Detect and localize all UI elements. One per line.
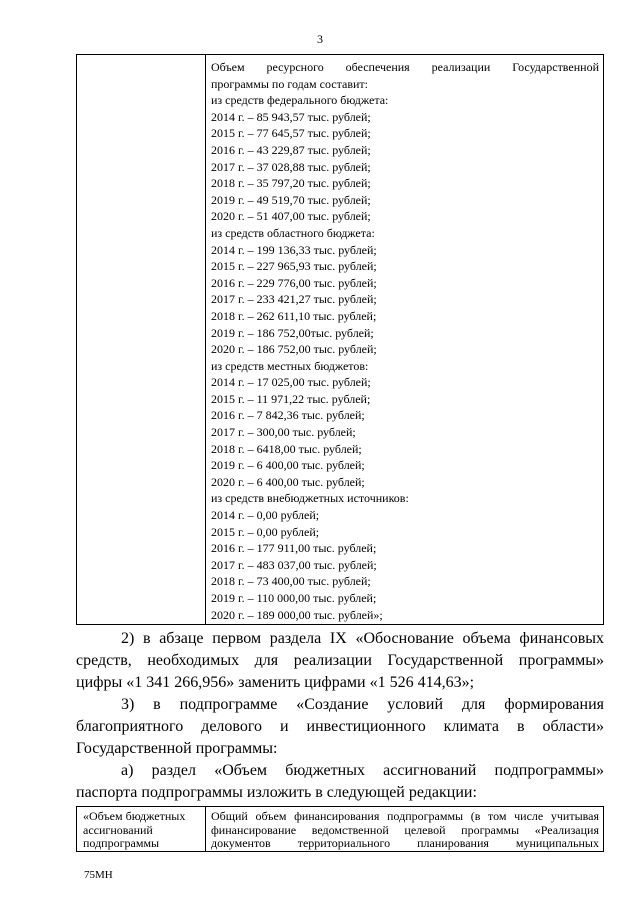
table-column-divider [205, 55, 206, 624]
federal-row: 2016 г. – 43 229,87 тыс. рублей; [211, 142, 371, 157]
regional-row: 2015 г. – 227 965,93 тыс. рублей; [211, 259, 377, 274]
local-row: 2016 г. – 7 842,36 тыс. рублей; [211, 408, 365, 423]
extrabudget-row: 2017 г. – 483 037,00 тыс. рублей; [211, 557, 377, 572]
paragraph-line: цифры «1 341 266,956» заменить цифрами «1 526 414,63»; [76, 674, 475, 691]
paragraph-line: Государственной программы: [76, 740, 278, 757]
subprogram-value-cell [211, 810, 599, 851]
page-number: 3 [317, 32, 323, 46]
paragraph-line: паспорта подпрограммы изложить в следующей редакции: [76, 784, 477, 801]
regional-row: 2016 г. – 229 776,00 тыс. рублей; [211, 275, 377, 290]
local-row: 2019 г. – 6 400,00 тыс. рублей; [211, 458, 365, 473]
paragraph-line: а) раздел «Объем бюджетных ассигнований подпрограммы» [121, 762, 604, 779]
local-row: 2015 г. – 11 971,22 тыс. рублей; [211, 391, 371, 406]
paragraph-4 [76, 760, 604, 804]
local-row: 2017 г. – 300,00 тыс. рублей; [211, 425, 356, 440]
budget-intro-line: программы по годам составит: [211, 76, 368, 91]
local-heading: из средств местных бюджетов: [211, 358, 369, 373]
paragraph-line: 2) в абзаце первом раздела IX «Обоснование объема финансовых [121, 630, 604, 647]
extrabudget-row: 2016 г. – 177 911,00 тыс. рублей; [211, 541, 377, 556]
extrabudget-row: 2015 г. – 0,00 рублей; [211, 524, 320, 539]
paragraph-3 [76, 694, 604, 760]
subprogram-label-line: подпрограммы [83, 836, 160, 850]
extrabudget-row: 2018 г. – 73 400,00 тыс. рублей; [211, 574, 371, 589]
subprogram-label-line: «Объем бюджетных [83, 809, 186, 823]
paragraph-line: 3) в подпрограмме «Создание условий для формирования [121, 696, 604, 713]
table-column-divider [205, 807, 206, 851]
regional-row: 2019 г. – 186 752,00тыс. рублей; [211, 325, 374, 340]
extrabudget-heading: из средств внебюджетных источников: [211, 491, 409, 506]
subprogram-label-cell [83, 810, 201, 851]
extrabudget-row: 2020 г. – 189 000,00 тыс. рублей»; [211, 607, 383, 622]
regional-row: 2018 г. – 262 611,10 тыс. рублей; [211, 308, 377, 323]
federal-heading: из средств федерального бюджета: [211, 93, 389, 108]
paragraph-line: благоприятного делового и инвестиционного климата в области» [76, 718, 604, 735]
local-row: 2020 г. – 6 400,00 тыс. рублей; [211, 474, 365, 489]
subprogram-value-line: финансирование ведомственной целевой программы «Реализация [211, 822, 599, 837]
subprogram-value-line: Общий объем финансирования подпрограммы (в том числе учитывая [211, 809, 599, 823]
federal-row: 2018 г. – 35 797,20 тыс. рублей; [211, 176, 371, 191]
subprogram-table [76, 806, 604, 852]
federal-row: 2019 г. – 49 519,70 тыс. рублей; [211, 192, 371, 207]
regional-row: 2014 г. – 199 136,33 тыс. рублей; [211, 242, 377, 257]
federal-row: 2020 г. – 51 407,00 тыс. рублей; [211, 209, 371, 224]
local-row: 2014 г. – 17 025,00 тыс. рублей; [211, 375, 371, 390]
paragraph-line: средств, необходимых для реализации Государственной программы» [76, 652, 604, 669]
subprogram-label-line: ассигнований [83, 822, 153, 837]
regional-row: 2017 г. – 233 421,27 тыс. рублей; [211, 292, 377, 307]
budget-intro-line: Объем ресурсного обеспечения реализации Государственной [211, 60, 599, 74]
document-code: 75МН [84, 869, 113, 881]
subprogram-value-line: документов территориального планирования муниципальных [211, 836, 599, 850]
paragraph-2 [76, 628, 604, 694]
extrabudget-row: 2014 г. – 0,00 рублей; [211, 508, 320, 523]
budget-cell [211, 59, 599, 623]
federal-row: 2017 г. – 37 028,88 тыс. рублей; [211, 159, 371, 174]
local-row: 2018 г. – 6418,00 тыс. рублей; [211, 441, 362, 456]
extrabudget-row: 2019 г. – 110 000,00 тыс. рублей; [211, 591, 377, 605]
federal-row: 2015 г. – 77 645,57 тыс. рублей; [211, 126, 371, 141]
budget-table [76, 54, 604, 625]
regional-heading: из средств областного бюджета: [211, 225, 375, 240]
federal-row: 2014 г. – 85 943,57 тыс. рублей; [211, 109, 371, 124]
regional-row: 2020 г. – 186 752,00 тыс. рублей; [211, 342, 377, 357]
